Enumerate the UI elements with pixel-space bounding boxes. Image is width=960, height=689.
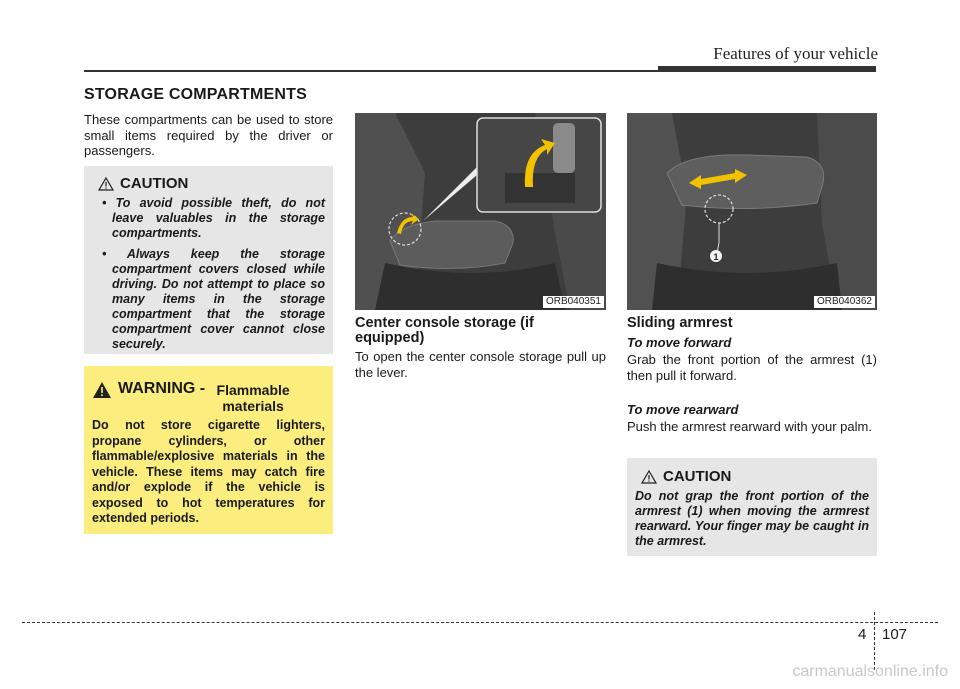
page-number: 107 bbox=[882, 626, 908, 643]
console-text: To open the center console storage pull up the lever. bbox=[355, 349, 606, 380]
caution-item: • To avoid possible theft, do not leave valuables in the storage compartments. bbox=[102, 196, 325, 240]
warning-triangle-icon bbox=[641, 470, 657, 484]
footer-divider bbox=[874, 612, 875, 670]
footer-rule bbox=[22, 622, 938, 623]
running-header: Features of your vehicle bbox=[713, 44, 878, 63]
warning-title: WARNING - Flammable materials bbox=[92, 380, 325, 414]
chapter-number: 4 bbox=[858, 626, 867, 643]
warning-triangle-icon bbox=[98, 177, 114, 191]
caution-text: Do not grap the front portion of the armrest (1) when moving the armrest rearward. Your finger may be caught in the armrest. bbox=[635, 489, 869, 548]
rearward-text: Push the armrest rearward with your palm. bbox=[627, 419, 872, 434]
warning-box bbox=[84, 366, 333, 534]
warning-text: Do not store cigarette lighters, propane cylinders, or other flammable/explosive materials in the vehicle. These items may catch fire and/or explode if the vehicle is exposed to hot temperatures for extended periods. bbox=[92, 418, 325, 525]
console-title: Center console storage (if equipped) bbox=[355, 315, 534, 346]
intro-text: These compartments can be used to store small items required by the driver or passengers. bbox=[84, 112, 333, 158]
caution-title: CAUTION bbox=[92, 175, 325, 192]
figure-code: ORB040362 bbox=[814, 296, 875, 308]
armrest-caution-box bbox=[627, 458, 877, 556]
caution-box bbox=[84, 166, 333, 354]
armrest-figure bbox=[627, 113, 877, 310]
warning-triangle-icon bbox=[92, 381, 112, 399]
armrest-illustration bbox=[627, 113, 877, 310]
figure-code: ORB040351 bbox=[543, 296, 604, 308]
header-bar bbox=[658, 66, 876, 72]
console-illustration bbox=[355, 113, 606, 310]
rearward-heading: To move rearward bbox=[627, 402, 739, 417]
caution-title: CAUTION bbox=[635, 468, 869, 485]
caution-list bbox=[92, 196, 325, 352]
console-figure bbox=[355, 113, 606, 310]
watermark: carmanualsonline.info bbox=[792, 663, 948, 680]
svg-text:1: 1 bbox=[713, 252, 719, 262]
forward-text: Grab the front portion of the armrest (1) then pull it forward. bbox=[627, 352, 877, 383]
armrest-title: Sliding armrest bbox=[627, 315, 733, 331]
caution-item: • Always keep the storage compartment covers closed while driving. Do not attempt to place so many items in the storage compartment that the storage compartment cover cannot close securely. bbox=[102, 247, 325, 351]
forward-heading: To move forward bbox=[627, 335, 732, 350]
section-title: STORAGE COMPARTMENTS bbox=[84, 86, 307, 103]
